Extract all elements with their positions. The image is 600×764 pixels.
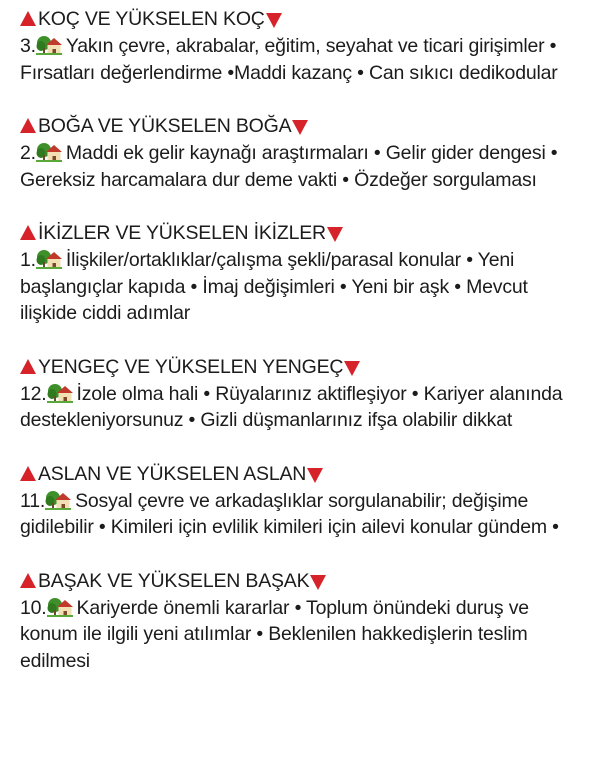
section-text: Yakın çevre, akrabalar, eğitim, seyahat ve ticari girişimler • Fırsatları değerlendirme •Maddi kazanç • Can sıkıcı dedikodular	[20, 35, 558, 84]
section-body	[20, 140, 586, 193]
section-heading	[20, 354, 586, 381]
red-triangle-down-icon	[307, 468, 323, 483]
section-yengec	[20, 354, 586, 434]
house-with-garden-icon	[45, 490, 71, 510]
heading-text: BAŞAK VE YÜKSELEN BAŞAK	[38, 569, 310, 592]
red-triangle-up-icon	[20, 466, 36, 481]
house-number: 1.	[20, 249, 36, 271]
heading-text: ASLAN VE YÜKSELEN ASLAN	[38, 462, 307, 485]
heading-text: YENGEÇ VE YÜKSELEN YENGEÇ	[38, 355, 344, 378]
house-number: 3.	[20, 35, 36, 57]
section-body	[20, 247, 586, 327]
red-triangle-up-icon	[20, 225, 36, 240]
section-heading	[20, 461, 586, 488]
section-text: Sosyal çevre ve arkadaşlıklar sorgulanabilir; değişime gidilebilir • Kimileri için evlilik kimileri için ailevi konular gündem •	[20, 489, 559, 538]
house-number: 2.	[20, 142, 36, 164]
red-triangle-up-icon	[20, 118, 36, 133]
house-number: 11.	[20, 489, 46, 512]
section-text: İlişkiler/ortaklıklar/çalışma şekli/parasal konular • Yeni başlangıçlar kapıda • İmaj değişimleri • Yeni bir aşk • Mevcut ilişkide ciddi adımlar	[20, 249, 528, 324]
section-body	[20, 33, 586, 86]
house-with-garden-icon	[36, 35, 62, 55]
section-body	[20, 595, 586, 675]
red-triangle-up-icon	[20, 11, 36, 26]
house-number: 10.	[20, 596, 47, 619]
house-with-garden-icon	[47, 383, 73, 403]
house-with-garden-icon	[47, 597, 73, 617]
red-triangle-down-icon	[292, 120, 308, 135]
red-triangle-down-icon	[266, 13, 282, 28]
section-aslan	[20, 461, 586, 541]
section-text: Maddi ek gelir kaynağı araştırmaları • Gelir gider dengesi • Gereksiz harcamalara dur deme vakti • Özdeğer sorgulaması	[20, 142, 558, 191]
section-heading	[20, 568, 586, 595]
section-body	[20, 488, 586, 541]
section-text: Kariyerde önemli kararlar • Toplum önündeki duruş ve konum ile ilgili yeni atılımlar • Beklenilen hakkedişlerin teslim edilmesi	[20, 596, 529, 672]
section-basak	[20, 568, 586, 675]
heading-text: İKİZLER VE YÜKSELEN İKİZLER	[38, 222, 326, 244]
section-heading	[20, 113, 586, 140]
section-ikizler	[20, 220, 586, 327]
section-boga	[20, 113, 586, 193]
section-text: İzole olma hali • Rüyalarınız aktifleşiyor • Kariyer alanında destekleniyorsunuz • Gizli düşmanlarınız ifşa olabilir dikkat	[20, 382, 563, 431]
house-with-garden-icon	[36, 249, 62, 269]
heading-text: KOÇ VE YÜKSELEN KOÇ	[38, 8, 265, 30]
heading-text: BOĞA VE YÜKSELEN BOĞA	[38, 115, 292, 137]
section-heading	[20, 6, 586, 33]
red-triangle-up-icon	[20, 573, 36, 588]
red-triangle-up-icon	[20, 359, 36, 374]
section-body	[20, 381, 586, 434]
house-with-garden-icon	[36, 142, 62, 162]
red-triangle-down-icon	[344, 361, 360, 376]
section-heading	[20, 220, 586, 247]
section-koc	[20, 6, 586, 86]
house-number: 12.	[20, 382, 47, 405]
red-triangle-down-icon	[310, 575, 326, 590]
red-triangle-down-icon	[327, 227, 343, 242]
